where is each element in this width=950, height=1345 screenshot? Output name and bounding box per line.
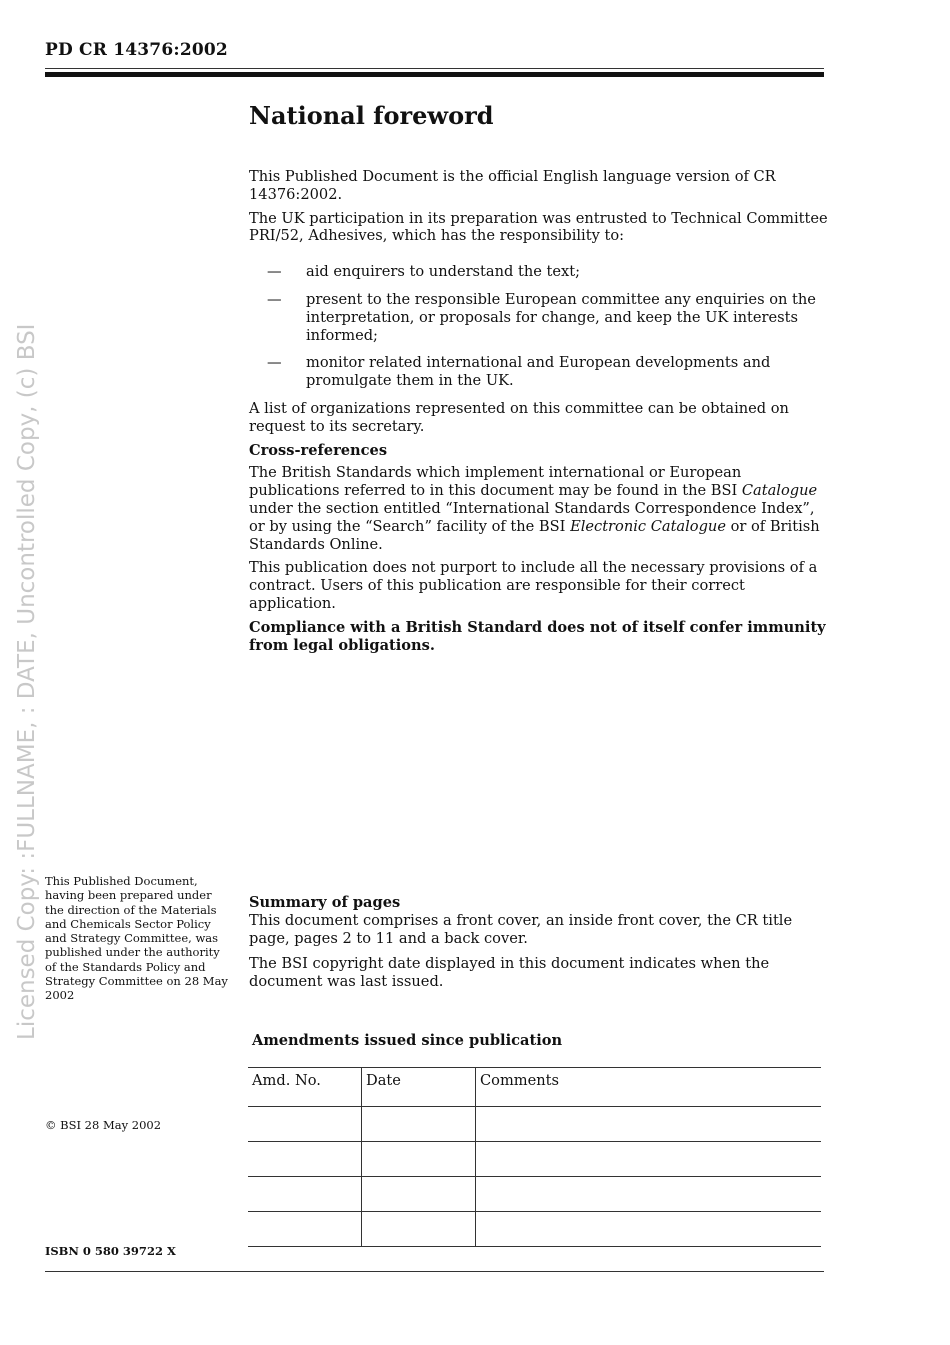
table-row [248, 1107, 821, 1142]
electronic-catalogue-title: Electronic Catalogue [570, 517, 726, 535]
document-code: PD CR 14376:2002 [45, 40, 228, 60]
dash-marker: — [267, 354, 282, 372]
responsibility-list [249, 263, 829, 390]
list-item-text: aid enquirers to understand the text; [306, 263, 581, 281]
page-title: National foreword [249, 101, 494, 130]
column-header-amd-no: Amd. No. [248, 1068, 362, 1107]
column-header-comments: Comments [476, 1068, 822, 1107]
crossref-text-part: or of British Standards Online. [249, 517, 820, 553]
table-cell [476, 1212, 822, 1247]
table-cell [362, 1212, 476, 1247]
table-cell [476, 1142, 822, 1177]
crossref-text-part: under the section entitled “International Standards Correspondence Index”, or by using the “Search” facility of the BSI [249, 499, 815, 535]
table-cell [248, 1212, 362, 1247]
compliance-statement: Compliance with a British Standard does not of itself confer immunity from legal obligations. [249, 618, 826, 654]
table-cell [248, 1177, 362, 1212]
header-rule-thick [45, 72, 824, 77]
summary-section [249, 894, 829, 999]
table-cell [476, 1107, 822, 1142]
table-row [248, 1142, 821, 1177]
list-item-text: present to the responsible European committee any enquiries on the interpretation, or proposals for change, and keep the UK interests informed; [306, 290, 816, 344]
list-item [249, 354, 829, 390]
table-cell [248, 1107, 362, 1142]
provisions-paragraph: This publication does not purport to include all the necessary provisions of a contract. Users of this publication are responsible for their correct application. [249, 559, 818, 612]
header-rule-thin [45, 68, 824, 69]
table-header-row [248, 1068, 821, 1107]
table-cell [362, 1177, 476, 1212]
copyright-date-note: The BSI copyright date displayed in this document indicates when the document was last issued. [249, 955, 770, 991]
list-item [249, 291, 829, 344]
crossref-text-part: The British Standards which implement international or European publications referred to in this document may be found in the BSI [249, 464, 742, 500]
main-content [249, 100, 829, 660]
table-row [248, 1177, 821, 1212]
intro-paragraph-1: This Published Document is the official English language version of CR 14376:2002. [249, 168, 776, 203]
amendments-table [248, 1067, 821, 1247]
watermark-text: Licensed Copy: :FULLNAME, : DATE, Uncontrolled Copy, (c) BSI [14, 323, 40, 1040]
crossref-heading: Cross-references [249, 441, 388, 459]
footer-rule [45, 1271, 824, 1272]
copyright-notice: © BSI 28 May 2002 [45, 1118, 162, 1132]
table-row [248, 1212, 821, 1247]
table-cell [248, 1142, 362, 1177]
list-item-text: monitor related international and European developments and promulgate them in the UK. [306, 354, 771, 390]
amendments-title: Amendments issued since publication [252, 1032, 563, 1049]
dash-marker: — [267, 290, 282, 308]
summary-paragraph: This document comprises a front cover, an inside front cover, the CR title page, pages 2 to 11 and a back cover. [249, 911, 793, 947]
table-cell [476, 1177, 822, 1212]
isbn-number: ISBN 0 580 39722 X [45, 1244, 176, 1258]
catalogue-title: Catalogue [741, 482, 818, 500]
column-header-date: Date [362, 1068, 476, 1107]
table-cell [362, 1142, 476, 1177]
crossref-paragraph [249, 464, 829, 553]
committee-list-paragraph: A list of organizations represented on this committee can be obtained on request to its secretary. [249, 399, 789, 435]
summary-heading: Summary of pages [249, 894, 401, 911]
table-cell [362, 1107, 476, 1142]
publication-note: This Published Document, having been prepared under the direction of the Materials and Chemicals Sector Policy and Strategy Committee, was published under the authority of the Standards Policy and Strategy Committee on 28 May 2002 [45, 874, 228, 1003]
intro-paragraph-2: The UK participation in its preparation was entrusted to Technical Committee PRI/52, Adhesives, which has the responsibility to: [249, 209, 828, 245]
dash-marker: — [267, 263, 282, 281]
list-item [249, 263, 829, 281]
